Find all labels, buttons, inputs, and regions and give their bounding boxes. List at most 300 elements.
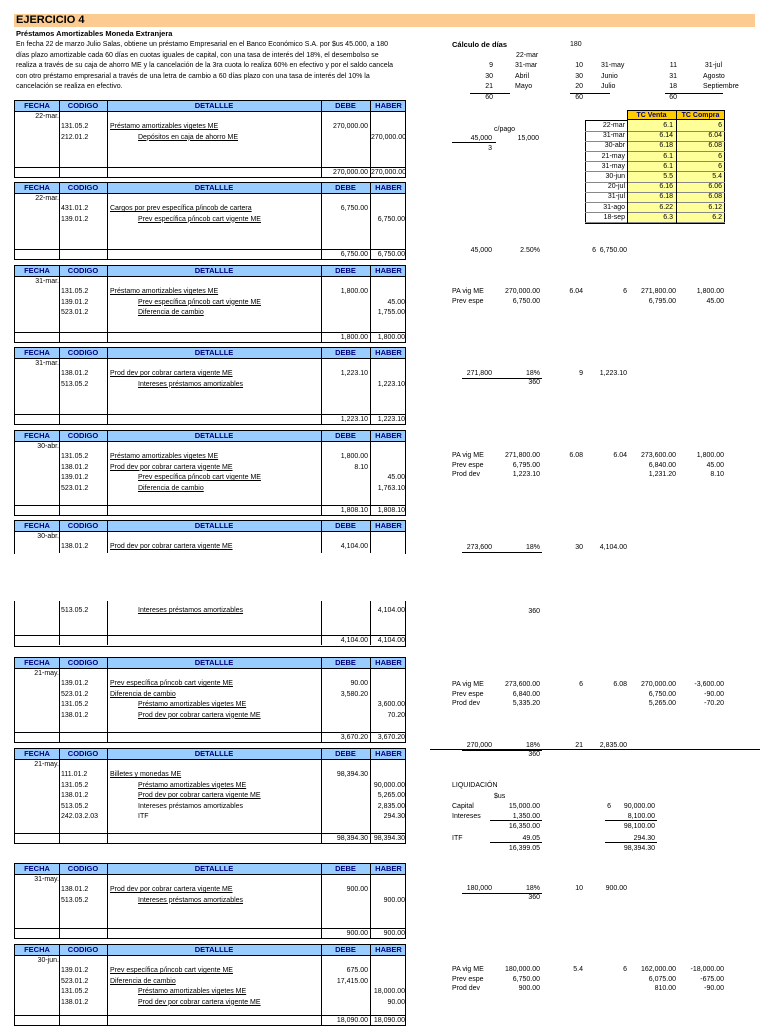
- side-value: 6,750.00: [599, 247, 627, 254]
- side-value: 1,231.20: [648, 471, 676, 478]
- col-codigo: CODIGO: [67, 348, 99, 357]
- col-fecha: FECHA: [24, 864, 50, 873]
- journal-debe: 675.00: [346, 967, 368, 974]
- tc-venta: 6.22: [659, 203, 673, 211]
- journal-entry: [14, 657, 406, 743]
- side-value: 6: [607, 803, 611, 810]
- calc-cell: 11: [669, 62, 677, 69]
- journal-detail: Préstamo amortizables vigetes ME: [138, 988, 247, 995]
- journal-header: [15, 101, 405, 112]
- journal-totals: [15, 505, 405, 516]
- journal-col-line: [321, 658, 322, 742]
- col-fecha: FECHA: [24, 945, 50, 954]
- tc-date: 31-may: [601, 162, 625, 170]
- journal-date: 22-mar.: [35, 195, 59, 202]
- side-value: 45.00: [706, 461, 724, 469]
- journal-col-line: [59, 521, 60, 553]
- side-value: 162,000.00: [640, 966, 676, 973]
- journal-entry: [14, 100, 406, 178]
- journal-header: [15, 749, 405, 760]
- journal-code: 131.05.2: [61, 288, 89, 295]
- journal-detail: Préstamo amortizables vigetes ME: [138, 701, 247, 708]
- col-detalle: DETALLLE: [194, 101, 234, 110]
- journal-code: 111.01.2: [61, 771, 88, 778]
- side-value: -70.20: [704, 700, 724, 707]
- total-debe: 6,750.00: [340, 251, 368, 258]
- side-value: 6: [623, 966, 627, 973]
- total-debe: 3,670.20: [340, 734, 368, 741]
- journal-detail: Intereses préstamos amortizables: [138, 896, 244, 904]
- journal-header: [15, 945, 405, 956]
- calc-underline: [470, 93, 510, 94]
- journal-entry: [14, 748, 406, 844]
- tc-venta: 6.14: [659, 132, 673, 140]
- side-value: 5.4: [573, 966, 583, 973]
- side-value: 270,000: [466, 742, 492, 749]
- journal-detail: Préstamo amortizables vigetes ME: [110, 288, 219, 295]
- journal-col-line: [107, 945, 108, 1025]
- col-haber: HABER: [375, 945, 402, 954]
- journal-detail: Diferencia de cambio: [138, 484, 204, 492]
- journal-header: [15, 521, 405, 532]
- journal-entry: [14, 265, 406, 343]
- side-value: 98,100.00: [623, 823, 655, 830]
- side-value: Prod dev: [452, 985, 481, 992]
- col-fecha: FECHA: [24, 348, 50, 357]
- side-value: 270,000.00: [640, 681, 676, 688]
- col-detalle: DETALLLE: [194, 945, 234, 954]
- journal-entry: [14, 520, 406, 554]
- col-haber: HABER: [375, 864, 402, 873]
- total-haber: 1,223.10: [377, 416, 405, 423]
- journal-code: 131.05.2: [61, 701, 89, 708]
- journal-col-line: [107, 749, 108, 843]
- col-haber: HABER: [375, 183, 402, 192]
- side-value: 49.05: [522, 835, 540, 842]
- side-value: 2,835.00: [599, 742, 627, 749]
- journal-code: 523.01.2: [61, 484, 89, 492]
- tc-compra: 5.4: [712, 173, 722, 180]
- journal-detail: Billetes y monedas ME: [110, 771, 182, 778]
- journal-code: 523.01.2: [61, 690, 89, 698]
- col-fecha: FECHA: [24, 266, 50, 275]
- side-value: 1,350.00: [512, 813, 540, 820]
- calc-cell: Abril: [515, 72, 530, 80]
- side-value: 1,800.00: [696, 452, 724, 459]
- journal-detail: Prev específica p/incob cart vigente ME: [138, 215, 261, 223]
- col-debe: DEBE: [335, 658, 356, 667]
- journal-debe: 1,223.10: [340, 370, 368, 377]
- journal-detail: Diferencia de cambio: [138, 309, 204, 316]
- journal-date: 22-mar.: [35, 113, 59, 120]
- col-fecha: FECHA: [24, 521, 50, 530]
- journal-col-line: [59, 431, 60, 515]
- journal-totals: [15, 249, 405, 260]
- journal-date: 30-abr.: [37, 443, 59, 450]
- side-value: $us: [494, 793, 506, 800]
- side-value: 8,100.00: [627, 813, 655, 820]
- journal-col-line: [321, 431, 322, 515]
- journal-code: 138.01.2: [61, 463, 89, 471]
- journal-header: [15, 266, 405, 277]
- side-value: Prev espe: [452, 690, 484, 698]
- calc-cell: 30: [485, 72, 493, 80]
- col-debe: DEBE: [335, 749, 356, 758]
- tc-col-line: [627, 110, 628, 224]
- side-value: 9: [579, 370, 583, 377]
- tc-venta: 6.1: [663, 162, 673, 170]
- side-value: 270,000.00: [504, 288, 540, 295]
- journal-detail: Prev específica p/incob cart vigente ME: [110, 967, 233, 974]
- col-detalle: DETALLLE: [194, 266, 234, 275]
- journal-totals: [15, 833, 405, 844]
- side-value: 360: [528, 608, 540, 615]
- journal-date: 21-may.: [34, 670, 59, 677]
- tc-compra: 6.2: [712, 213, 722, 221]
- side-value: 15,000: [517, 135, 539, 142]
- tc-date: 20-jul: [607, 183, 625, 191]
- col-detalle: DETALLLE: [194, 658, 234, 667]
- journal-detail: Intereses préstamos amortizables: [138, 607, 244, 614]
- journal-detail: Préstamo amortizables vigetes ME: [138, 781, 247, 789]
- side-underline: [500, 552, 542, 553]
- journal-haber: 5,265.00: [377, 792, 405, 799]
- journal-code: 138.01.2: [61, 711, 89, 719]
- intro-line: cancelación se realiza en efectivo.: [16, 83, 123, 90]
- side-value: 4,104.00: [599, 544, 627, 551]
- journal-totals: [15, 167, 405, 178]
- side-value: 98,394.30: [623, 845, 655, 852]
- side-value: PA vig ME: [452, 288, 484, 295]
- col-debe: DEBE: [335, 183, 356, 192]
- side-value: 16,350.00: [508, 823, 540, 830]
- col-debe: DEBE: [335, 348, 356, 357]
- journal-totals: [15, 414, 405, 425]
- col-codigo: CODIGO: [67, 431, 99, 440]
- side-underline: [500, 750, 542, 751]
- side-value: Prev espe: [452, 297, 484, 305]
- journal-entry: [14, 430, 406, 516]
- side-underline: [462, 552, 502, 553]
- calc-cell: 60: [485, 93, 493, 101]
- side-value: 6.08: [569, 452, 583, 459]
- side-value: 1,223.10: [599, 370, 627, 377]
- journal-entry: [14, 601, 406, 647]
- journal-col-line: [321, 266, 322, 342]
- side-value: 15,000.00: [508, 803, 540, 810]
- journal-detail: Prod dev por cobrar cartera vigente ME: [110, 463, 233, 471]
- journal-code: 139.01.2: [61, 215, 89, 223]
- journal-haber: 3,600.00: [377, 701, 405, 708]
- calc-cell: Septiembre: [703, 83, 739, 90]
- journal-haber: 4,104.00: [377, 607, 405, 614]
- side-value: PA vig ME: [452, 966, 484, 973]
- calc-cell: 21: [485, 83, 493, 90]
- journal-code: 131.05.2: [61, 781, 89, 789]
- col-detalle: DETALLLE: [194, 348, 234, 357]
- tc-venta: 6.1: [663, 152, 673, 160]
- side-value: 273,600.00: [504, 681, 540, 688]
- tc-compra: 6.04: [708, 132, 722, 140]
- calc-cell: 10: [575, 62, 583, 69]
- journal-col-line: [59, 183, 60, 259]
- side-value: 6,795.00: [512, 461, 540, 469]
- side-value: 6.04: [613, 452, 627, 459]
- exercise-title: EJERCICIO 4: [16, 14, 85, 26]
- tc-venta: 6.3: [663, 213, 673, 221]
- side-value: 271,800.00: [504, 452, 540, 459]
- calc-cell: 31-may: [601, 62, 625, 69]
- side-underline: [490, 842, 542, 843]
- journal-code: 138.01.2: [61, 543, 89, 550]
- journal-debe: 270,000.00: [332, 123, 368, 130]
- side-underline: [500, 378, 542, 379]
- tc-venta: 6.16: [659, 183, 673, 191]
- journal-detail: Prev específica p/incob cart vigente ME: [110, 680, 233, 687]
- journal-haber: 2,835.00: [377, 802, 405, 810]
- col-debe: DEBE: [335, 431, 356, 440]
- journal-header: [15, 183, 405, 194]
- side-value: ITF: [452, 835, 463, 842]
- journal-col-line: [59, 658, 60, 742]
- col-detalle: DETALLLE: [194, 864, 234, 873]
- col-haber: HABER: [375, 658, 402, 667]
- col-debe: DEBE: [335, 266, 356, 275]
- journal-col-line: [321, 183, 322, 259]
- total-haber: 6,750.00: [377, 251, 405, 258]
- side-underline: [490, 820, 542, 821]
- side-value: 18%: [525, 370, 540, 377]
- side-value: Prev espe: [452, 461, 484, 469]
- side-value: 360: [528, 751, 540, 758]
- side-value: 45,000: [470, 247, 492, 254]
- journal-col-line: [321, 348, 322, 424]
- journal-header: [15, 348, 405, 359]
- tc-venta: 6.1: [663, 122, 673, 129]
- journal-haber: 1,223.10: [377, 380, 405, 388]
- side-value: 6,795.00: [648, 297, 676, 305]
- side-value: 6,750.00: [648, 690, 676, 698]
- side-value: 6.04: [569, 288, 583, 295]
- journal-detail: Prod dev por cobrar cartera vigente ME: [138, 998, 261, 1006]
- journal-col-line: [370, 521, 371, 553]
- total-debe: 1,800.00: [340, 334, 368, 341]
- side-value: 5,265.00: [648, 700, 676, 707]
- journal-code: 513.05.2: [61, 896, 89, 904]
- calc-cell: 60: [575, 93, 583, 101]
- tc-row-border: [585, 222, 725, 223]
- tc-compra: 6.06: [708, 183, 722, 191]
- total-haber: 1,800.00: [377, 334, 405, 341]
- journal-entry: [14, 182, 406, 260]
- journal-detail: Prev específica p/incob cart vigente ME: [138, 298, 261, 306]
- journal-code: 138.01.2: [61, 998, 89, 1006]
- journal-code: 523.01.2: [61, 309, 89, 316]
- side-value: 273,600.00: [640, 452, 676, 459]
- journal-totals: [15, 1015, 405, 1026]
- col-haber: HABER: [375, 749, 402, 758]
- total-haber: 3,670.20: [377, 734, 405, 741]
- journal-code: 523.01.2: [61, 977, 89, 985]
- tc-venta: 6.18: [659, 193, 673, 201]
- side-value: 360: [528, 894, 540, 901]
- side-value: 45,000: [470, 135, 492, 142]
- side-value: 1,223.10: [512, 471, 540, 478]
- col-haber: HABER: [375, 266, 402, 275]
- calc-underline: [570, 93, 610, 94]
- journal-header: [15, 658, 405, 669]
- side-value: 45.00: [706, 297, 724, 305]
- col-fecha: FECHA: [24, 658, 50, 667]
- tc-header-venta: TC Venta: [636, 112, 667, 119]
- journal-entry: [14, 944, 406, 1026]
- tc-venta: 6.18: [659, 142, 673, 150]
- side-value: 810.00: [654, 985, 676, 992]
- col-codigo: CODIGO: [67, 658, 99, 667]
- total-haber: 900.00: [383, 930, 405, 937]
- side-value: LIQUIDACIÓN: [452, 782, 498, 789]
- side-value: Prod dev: [452, 471, 481, 478]
- col-detalle: DETALLLE: [194, 183, 234, 192]
- side-value: 900.00: [605, 885, 627, 892]
- intro-line: En fecha 22 de marzo Julio Salas, obtiene un préstamo Empresarial en el Banco Económico S.A. por $us 45.000, a 180: [16, 41, 388, 48]
- journal-code: 131.05.2: [61, 453, 89, 460]
- side-value: Prod dev: [452, 700, 481, 707]
- journal-haber: 294.30: [383, 813, 405, 820]
- tc-date: 18-sep: [603, 213, 625, 221]
- journal-detail: Depósitos en caja de ahorro ME: [138, 133, 238, 141]
- total-haber: 98,394.30: [373, 835, 405, 842]
- journal-detail: Diferencia de cambio: [110, 977, 176, 985]
- journal-col-line: [59, 749, 60, 843]
- tc-date: 21-may: [601, 152, 625, 160]
- journal-totals: [15, 332, 405, 343]
- journal-col-line: [59, 945, 60, 1025]
- side-value: c/pago: [494, 126, 516, 133]
- col-fecha: FECHA: [24, 183, 50, 192]
- total-haber: 4,104.00: [377, 637, 405, 644]
- side-value: -18,000.00: [690, 966, 724, 973]
- journal-haber: 1,755.00: [377, 309, 405, 316]
- side-value: PA vig ME: [452, 452, 484, 459]
- side-value: 6,750.00: [512, 297, 540, 305]
- calc-cell: 9: [489, 62, 493, 69]
- journal-haber: 90,000.00: [373, 781, 405, 789]
- col-codigo: CODIGO: [67, 101, 99, 110]
- col-haber: HABER: [375, 521, 402, 530]
- journal-haber: 270,000.00: [371, 133, 407, 141]
- journal-haber: 6,750.00: [377, 215, 405, 223]
- journal-debe: 3,580.20: [340, 690, 368, 698]
- journal-debe: 17,415.00: [336, 977, 368, 985]
- journal-col-line: [370, 945, 371, 1025]
- side-value: 294.30: [633, 835, 655, 842]
- journal-detail: Prev específica p/incob cart vigente ME: [138, 474, 261, 481]
- side-value: 273,600: [466, 544, 492, 551]
- side-value: 271,800: [466, 370, 492, 377]
- tc-date: 22-mar: [602, 122, 625, 129]
- journal-debe: 4,104.00: [340, 543, 368, 550]
- total-debe: 1,808.10: [340, 507, 368, 514]
- calc-cell: Mayo: [515, 83, 533, 90]
- side-value: 16,399.05: [508, 845, 540, 852]
- calc-cell: Agosto: [703, 72, 725, 80]
- journal-haber: 45.00: [387, 298, 405, 306]
- side-underline: [462, 893, 502, 894]
- col-haber: HABER: [375, 101, 402, 110]
- journal-col-line: [107, 431, 108, 515]
- side-value: 3: [488, 145, 492, 152]
- journal-col-line: [107, 348, 108, 424]
- tc-header-compra: TC Compra: [681, 112, 720, 119]
- intro-line: días plazo amortizable cada 60 días en cuotas iguales de capital, con una tasa de interés del 18%, el desembolso se: [16, 51, 379, 59]
- journal-header: [15, 864, 405, 875]
- tc-date: 31-jul: [607, 193, 625, 201]
- journal-code: 242.03.2.03: [61, 813, 98, 820]
- journal-totals: [15, 732, 405, 743]
- total-haber: 1,808.10: [377, 507, 405, 514]
- journal-detail: Préstamo amortizables vigetes ME: [110, 123, 219, 130]
- journal-debe: 900.00: [346, 886, 368, 893]
- journal-entry: [14, 347, 406, 425]
- journal-date: 31-mar.: [35, 360, 59, 367]
- tc-date: 30-jun: [605, 173, 625, 180]
- side-value: 271,800.00: [640, 288, 676, 295]
- journal-date: 31-mar.: [35, 278, 59, 285]
- side-underline: [605, 820, 657, 821]
- journal-header: [15, 431, 405, 442]
- total-debe: 270,000.00: [332, 169, 368, 176]
- side-value: 5,335.20: [512, 700, 540, 707]
- calc-days-total: 180: [570, 41, 582, 48]
- tc-venta: 5.5: [663, 173, 673, 180]
- journal-code: 138.01.2: [61, 792, 89, 799]
- side-value: 900.00: [518, 985, 540, 992]
- journal-entry: [14, 863, 406, 939]
- intro-line: realiza a través de su caja de ahorro ME y la cancelación de la 3ra cuota lo realiza 60% en efectivo y por el saldo cancela: [16, 62, 394, 69]
- tc-col-line: [676, 110, 677, 224]
- exercise-subtitle: Préstamos Amortizables Moneda Extranjera: [16, 29, 173, 38]
- journal-col-line: [107, 101, 108, 177]
- side-underline: [452, 142, 496, 143]
- tc-compra: 6: [718, 122, 722, 129]
- title-bar: [14, 14, 755, 27]
- side-value: 18%: [525, 544, 540, 551]
- journal-totals: [15, 635, 405, 646]
- journal-col-line: [321, 749, 322, 843]
- side-value: 6,075.00: [648, 975, 676, 983]
- journal-code: 131.05.2: [61, 123, 89, 130]
- calc-cell: 18: [669, 83, 677, 90]
- total-debe: 18,090.00: [336, 1017, 368, 1024]
- journal-col-line: [107, 521, 108, 553]
- total-debe: 900.00: [346, 930, 368, 937]
- calc-start-date: 22-mar: [516, 52, 539, 59]
- journal-date: 30-abr.: [37, 533, 59, 540]
- journal-code: 212.01.2: [61, 133, 89, 141]
- col-fecha: FECHA: [24, 431, 50, 440]
- journal-haber: 1,763.10: [377, 484, 405, 492]
- journal-haber: 90.00: [387, 998, 405, 1006]
- journal-debe: 1,800.00: [340, 288, 368, 295]
- side-value: 30: [575, 544, 583, 551]
- side-underline: [430, 749, 760, 750]
- calc-cell: 31-mar: [515, 62, 538, 69]
- journal-col-line: [107, 658, 108, 742]
- journal-code: 431.01.2: [61, 205, 89, 212]
- col-codigo: CODIGO: [67, 183, 99, 192]
- journal-code: 139.01.2: [61, 967, 89, 974]
